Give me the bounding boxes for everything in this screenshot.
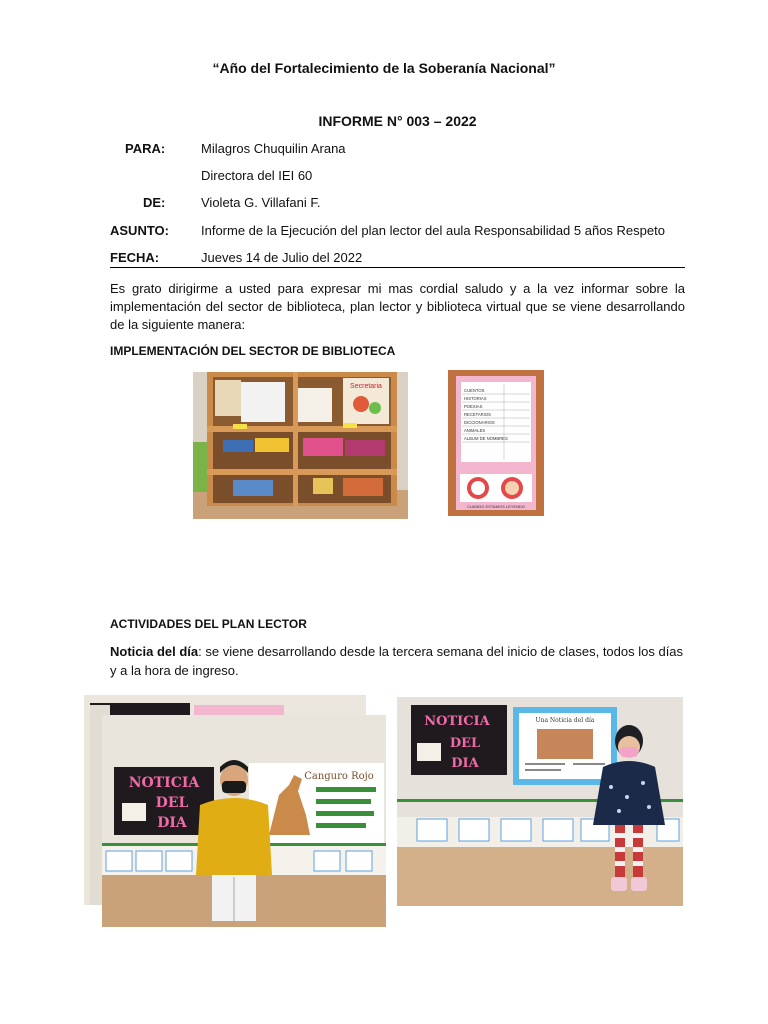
photo-noticia-girl xyxy=(397,697,683,906)
sign-noticia-text: NOTICIA xyxy=(128,775,200,791)
section-plan-lector-heading: ACTIVIDADES DEL PLAN LECTOR xyxy=(110,617,307,631)
fecha-value: Jueves 14 de Julio del 2022 xyxy=(201,250,363,265)
intro-paragraph: Es grato dirigirme a usted para expresar mi mas cordial saludo y a la vez informar sobre la implementación del sector de biblioteca, plan lector y biblioteca virtual que se viene desarrollando de la siguiente manera: xyxy=(110,281,685,332)
chart-row-3: POESIAS xyxy=(464,404,483,409)
note-title: Una Noticia del día xyxy=(535,717,595,724)
activity-text: : se viene desarrollando desde la tercera semana del inicio de clases, todos los días y a la hora de ingreso. xyxy=(110,644,684,678)
de-value: Violeta G. Villafani F. xyxy=(201,195,321,210)
fecha-label: FECHA: xyxy=(110,250,160,265)
chart-row-7: ALBUM DE NOMBRES xyxy=(464,436,508,441)
para-role: Directora del IEI 60 xyxy=(201,168,313,183)
header-rule xyxy=(110,267,685,268)
document-motto: “Año del Fortalecimiento de la Soberanía Nacional” xyxy=(212,60,556,76)
para-name: Milagros Chuquilin Arana xyxy=(201,141,346,156)
photo-noticia-boy xyxy=(84,695,386,927)
poster-title: Canguro Rojo xyxy=(304,771,374,782)
sign2-del-text: DEL xyxy=(449,736,481,751)
photo-library-chart xyxy=(448,370,544,516)
asunto-value: Informe de la Ejecución del plan lector del aula Responsabilidad 5 años Respeto xyxy=(201,223,665,238)
activity-paragraph xyxy=(110,642,685,680)
sign2-dia-text: DIA xyxy=(451,756,479,771)
activity-label: Noticia del día xyxy=(110,644,199,659)
chart-row-2: HISTORIAS xyxy=(464,396,487,401)
chart-row-4: RECETARIOS xyxy=(464,412,491,417)
sign-del-text: DEL xyxy=(155,795,189,811)
chart-caption: CUANDO ESTAMOS LEYENDO xyxy=(467,504,525,509)
sign2-noticia-text: NOTICIA xyxy=(424,714,490,729)
section-biblioteca-heading: IMPLEMENTACIÓN DEL SECTOR DE BIBLIOTECA xyxy=(110,344,396,358)
de-label: DE: xyxy=(143,195,166,210)
chart-row-5: DICCIONARIOS xyxy=(464,420,495,425)
asunto-label: ASUNTO: xyxy=(110,223,169,238)
sign-dia-text: DIA xyxy=(157,815,187,831)
report-title: INFORME N° 003 – 2022 xyxy=(318,113,477,129)
photo-bookshelf xyxy=(193,372,408,519)
chart-row-1: CUENTOS xyxy=(464,388,485,393)
para-label: PARA: xyxy=(125,141,166,156)
book-secretaria-title: Secretaria xyxy=(350,383,382,390)
chart-row-6: ANIMALES xyxy=(464,428,486,433)
